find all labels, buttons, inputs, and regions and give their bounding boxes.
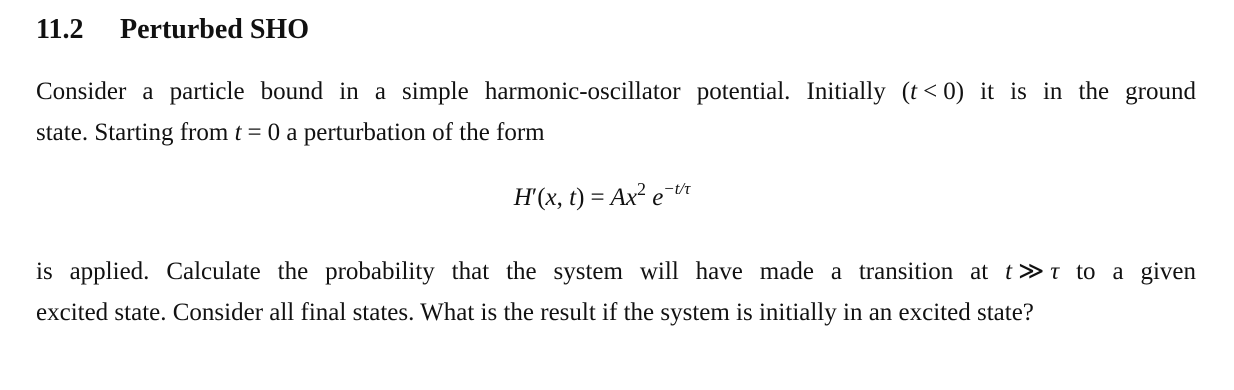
math-prime: ′ xyxy=(531,184,538,211)
math-operator: = xyxy=(247,119,262,146)
paragraph-line xyxy=(36,112,1196,153)
section-number: 11.2 xyxy=(36,14,84,45)
math-variable: e xyxy=(652,184,664,211)
paragraph-line: excited state. Consider all final states. What is the result if the system is initially in an excited state? xyxy=(36,299,1034,326)
math-exponent: 2 xyxy=(636,179,646,200)
math-operator: = xyxy=(590,184,605,211)
text-run: Consider a particle bound in a simple harmonic-oscillator potential. Initially ( xyxy=(36,78,911,105)
math-variable: t xyxy=(569,184,577,211)
text-run: state. Starting from xyxy=(36,119,235,146)
math-operator: ≫ xyxy=(1018,258,1045,285)
math-comma: , xyxy=(556,184,570,211)
math-variable: t xyxy=(1005,258,1013,285)
math-variable: τ xyxy=(1050,258,1060,285)
section-title: Perturbed SHO xyxy=(120,14,309,45)
math-variable: t xyxy=(910,78,918,105)
text-run: a perturbation of the form xyxy=(280,119,545,146)
math-variable: A xyxy=(610,184,626,211)
problem-paragraph-intro xyxy=(36,71,1196,153)
section-heading xyxy=(36,12,309,48)
equation-body xyxy=(514,178,691,218)
paragraph-line xyxy=(36,71,1196,112)
math-variable: H xyxy=(513,184,532,211)
text-run: to a given xyxy=(1059,258,1196,285)
math-exponent-text: −t/τ xyxy=(663,178,691,198)
text-run: ) it is in the ground xyxy=(955,78,1196,105)
math-operator: < xyxy=(923,78,938,105)
math-variable: x xyxy=(545,184,557,211)
display-equation xyxy=(0,178,1234,218)
paragraph-line xyxy=(36,251,1196,292)
math-paren: ( xyxy=(537,184,546,211)
math-number: 0 xyxy=(267,119,281,146)
text-run: is applied. Calculate the probability that the system will have made a transition at xyxy=(36,258,1006,285)
math-exponent xyxy=(663,179,690,198)
problem-paragraph-question xyxy=(36,251,1196,333)
math-paren: ) xyxy=(576,184,585,211)
math-number: 0 xyxy=(943,78,956,105)
math-variable: t xyxy=(234,119,242,146)
math-variable: x xyxy=(625,184,637,211)
